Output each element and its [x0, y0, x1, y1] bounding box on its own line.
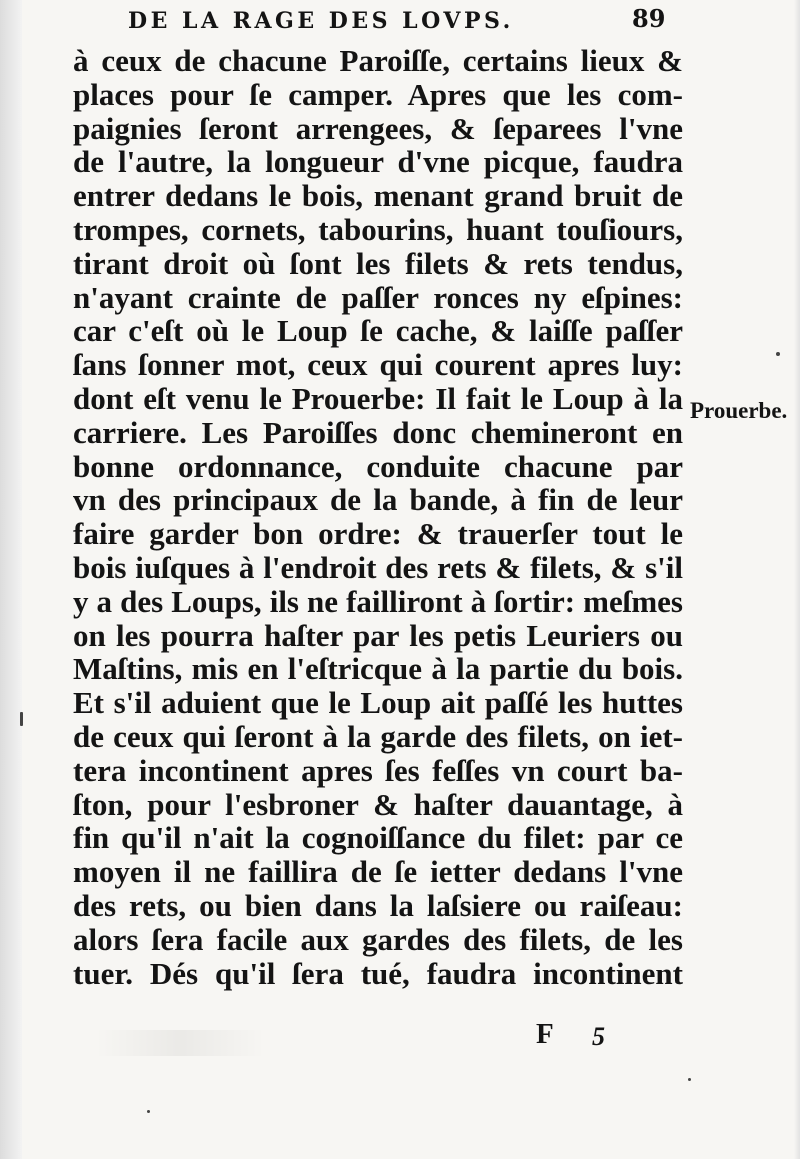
- text-line: ſans ſonner mot, ceux qui courent apres luy:: [73, 347, 683, 383]
- text-line: bois iuſques à l'endroit des rets & filets, & s'il: [73, 549, 683, 585]
- text-line: dont eſt venu le Prouerbe: Il fait le Loup à la: [73, 380, 683, 416]
- text-line: Et s'il aduient que le Loup ait paſſé les huttes: [73, 685, 683, 721]
- text-line: de l'autre, la longueur d'vne picque, faudra: [73, 144, 683, 180]
- ink-speck: [688, 1078, 691, 1081]
- marginal-note: Prouerbe.: [690, 398, 788, 423]
- body-text: [73, 44, 683, 990]
- text-line: tuer. Dés qu'il ſera tué, faudra incontinent: [73, 955, 683, 991]
- ink-speck: [147, 1110, 150, 1113]
- text-line: des rets, ou bien dans la laſsiere ou raiſeau:: [73, 887, 683, 923]
- text-line: y a des Loups, ils ne failliront à ſortir: meſmes: [73, 583, 683, 619]
- page-edge: [794, 0, 800, 1159]
- text-line: faire garder bon ordre: & trauerſer tout le: [73, 516, 683, 552]
- text-line: Maſtins, mis en l'eſtricque à la partie du bois.: [73, 651, 683, 687]
- text-line: car c'eſt où le Loup ſe cache, & laiſſe paſſer: [73, 313, 683, 349]
- running-head: DE LA RAGE DES LOVPS.: [128, 8, 514, 34]
- text-line: bonne ordonnance, conduite chacune par: [73, 448, 683, 484]
- text-line: carriere. Les Paroiſſes donc chemineront en: [73, 414, 683, 450]
- show-through-smudge: [95, 1030, 265, 1056]
- page-gutter-shadow: [0, 0, 22, 1159]
- ink-speck: [20, 712, 23, 726]
- text-line: on les pourra haſter par les petis Leuriers ou: [73, 617, 683, 653]
- text-line: moyen il ne faillira de ſe ietter dedans l'vne: [73, 854, 683, 890]
- ink-speck: [776, 352, 780, 356]
- signature-mark: F: [536, 1018, 554, 1050]
- text-line: entrer dedans le bois, menant grand bruit de: [73, 178, 683, 214]
- catchword: 5: [592, 1022, 605, 1051]
- text-line: paignies ſeront arrengees, & ſeparees l'vne: [73, 110, 683, 146]
- text-line: places pour ſe camper. Apres que les com-: [73, 76, 683, 112]
- text-line: alors ſera facile aux gardes des filets, de les: [73, 921, 683, 957]
- text-line: fin qu'il n'ait la cognoiſſance du filet: par ce: [73, 820, 683, 856]
- text-line: de ceux qui ſeront à la garde des filets, on iet-: [73, 718, 683, 754]
- text-line: vn des principaux de la bande, à fin de leur: [73, 482, 683, 518]
- text-line: tirant droit où ſont les filets & rets tendus,: [73, 245, 683, 281]
- text-line: tera incontinent apres ſes feſſes vn court ba-: [73, 752, 683, 788]
- text-line: trompes, cornets, tabourins, huant touſiours,: [73, 211, 683, 247]
- text-line: ſton, pour l'esbroner & haſter dauantage, à: [73, 786, 683, 822]
- text-line: n'ayant crainte de paſſer ronces ny eſpines:: [73, 279, 683, 315]
- page-number: 89: [632, 4, 666, 33]
- text-line: à ceux de chacune Paroiſſe, certains lieux &: [73, 43, 683, 78]
